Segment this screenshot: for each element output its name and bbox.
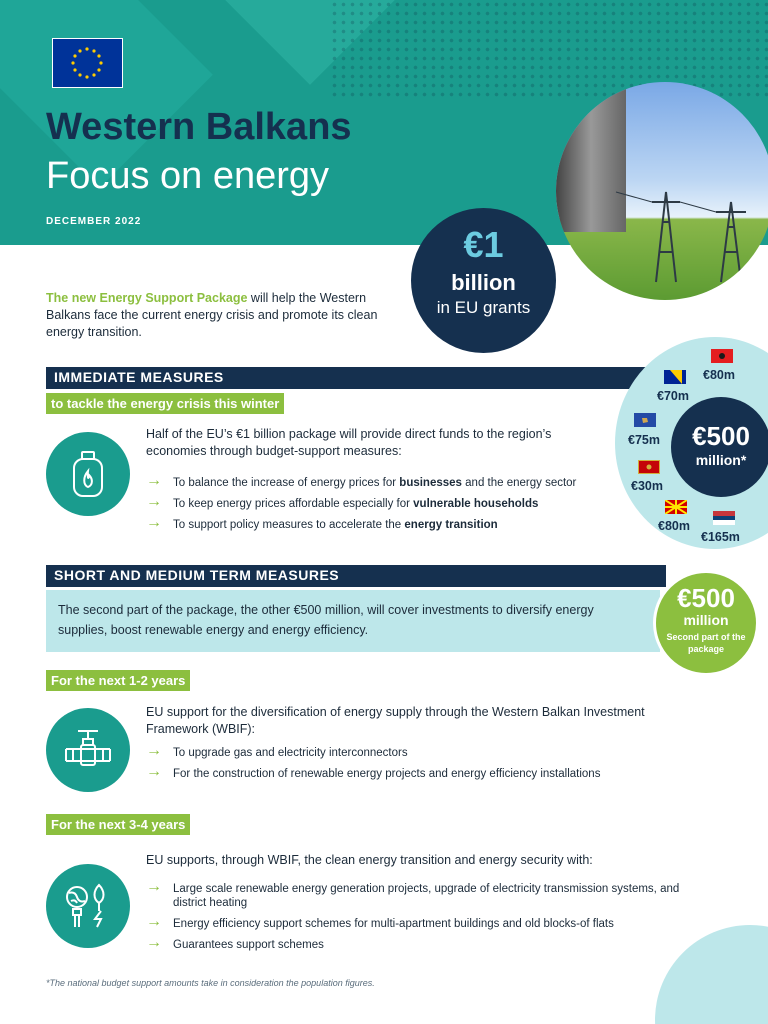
serbia-amount: €165m — [701, 530, 740, 544]
north-macedonia-flag-icon — [665, 500, 687, 514]
next-3-4-years-list — [146, 878, 706, 959]
immediate-measures-text: Half of the EU’s €1 billion package will provide direct funds to the region’s economies through budget-support measures: — [146, 427, 552, 458]
serbia-flag-icon — [713, 511, 735, 525]
north-macedonia-amount: €80m — [658, 519, 690, 533]
arrow-right-icon: → — [146, 493, 162, 510]
arrow-right-icon: → — [146, 913, 162, 930]
kosovo-flag-icon — [634, 413, 656, 427]
eu-flag-logo — [52, 38, 123, 88]
second-part-badge — [653, 570, 759, 676]
arrow-right-icon: → — [146, 472, 162, 489]
next-1-2-years-tag: For the next 1-2 years — [46, 670, 190, 691]
immediate-measures-subheading: to tackle the energy crisis this winter — [46, 393, 284, 414]
short-medium-measures-heading: SHORT AND MEDIUM TERM MEASURES — [46, 565, 666, 587]
arrow-right-icon: → — [146, 878, 162, 895]
list-item: → To keep energy prices affordable especially for vulnerable households — [146, 493, 539, 510]
pipe-valve-icon — [46, 708, 130, 792]
albania-amount: €80m — [703, 368, 735, 382]
intro-paragraph — [46, 290, 406, 341]
next-1-2-years-text: EU support for the diversification of energy supply through the Western Balkan Investment Framework (WBIF): — [146, 705, 645, 736]
bosnia-herzegovina-flag-icon — [664, 370, 686, 384]
intro-text: will help the Western Balkans face the current energy crisis and promote its clean energy transition. — [46, 291, 378, 339]
renewable-energy-icon — [46, 864, 130, 948]
albania-flag-icon — [711, 349, 733, 363]
list-item: → For the construction of renewable energy projects and energy efficiency installations — [146, 763, 601, 780]
arrow-right-icon: → — [146, 742, 162, 759]
page-title: Western Balkans — [46, 106, 352, 148]
short-medium-summary-text: The second part of the package, the other €500 million, will cover investments to diversify energy supplies, boost renewable energy and energy efficiency. — [58, 603, 594, 637]
energy-infrastructure-photo — [556, 82, 768, 300]
immediate-measures-list — [146, 472, 616, 539]
bosnia-herzegovina-amount: €70m — [657, 389, 689, 403]
arrow-right-icon: → — [146, 934, 162, 951]
publication-date: DECEMBER 2022 — [46, 216, 142, 227]
second-part-label: Second part of the package — [666, 632, 746, 654]
kosovo-amount: €75m — [628, 433, 660, 447]
next-3-4-years-text: EU supports, through WBIF, the clean energy transition and energy security with: — [146, 853, 593, 867]
grant-total-badge — [411, 208, 556, 353]
list-item: → To balance the increase of energy prices for businesses and the energy sector — [146, 472, 577, 489]
grant-amount: €1 — [463, 224, 504, 265]
list-item: → Guarantees support schemes — [146, 934, 324, 951]
next-3-4-years-tag: For the next 3-4 years — [46, 814, 190, 835]
page-subtitle: Focus on energy — [46, 155, 330, 197]
second-part-amount: €500 — [677, 583, 735, 613]
second-part-unit: million — [683, 612, 729, 628]
budget-support-amount: €500 — [692, 421, 750, 451]
immediate-measures-heading: IMMEDIATE MEASURES — [46, 367, 646, 389]
list-item: → To support policy measures to accelerate the energy transition — [146, 514, 498, 531]
grant-unit: billion — [451, 270, 516, 295]
gas-cylinder-icon — [46, 432, 130, 516]
montenegro-amount: €30m — [631, 479, 663, 493]
list-item: → Large scale renewable energy generation projects, upgrade of electricity transmission systems, and district heating — [146, 878, 680, 909]
next-1-2-years-list — [146, 742, 666, 788]
budget-support-unit: million* — [695, 452, 747, 468]
intro-highlight: The new Energy Support Package — [46, 291, 248, 305]
footnote: *The national budget support amounts take in consideration the population figures. — [46, 978, 375, 988]
grant-label: in EU grants — [436, 298, 531, 317]
short-medium-summary-box — [46, 590, 660, 652]
budget-support-badge — [671, 397, 768, 497]
arrow-right-icon: → — [146, 514, 162, 531]
arrow-right-icon: → — [146, 763, 162, 780]
list-item: → To upgrade gas and electricity interconnectors — [146, 742, 408, 759]
montenegro-flag-icon — [638, 460, 660, 474]
list-item: → Energy efficiency support schemes for multi-apartment buildings and old blocks-of flats — [146, 913, 614, 930]
